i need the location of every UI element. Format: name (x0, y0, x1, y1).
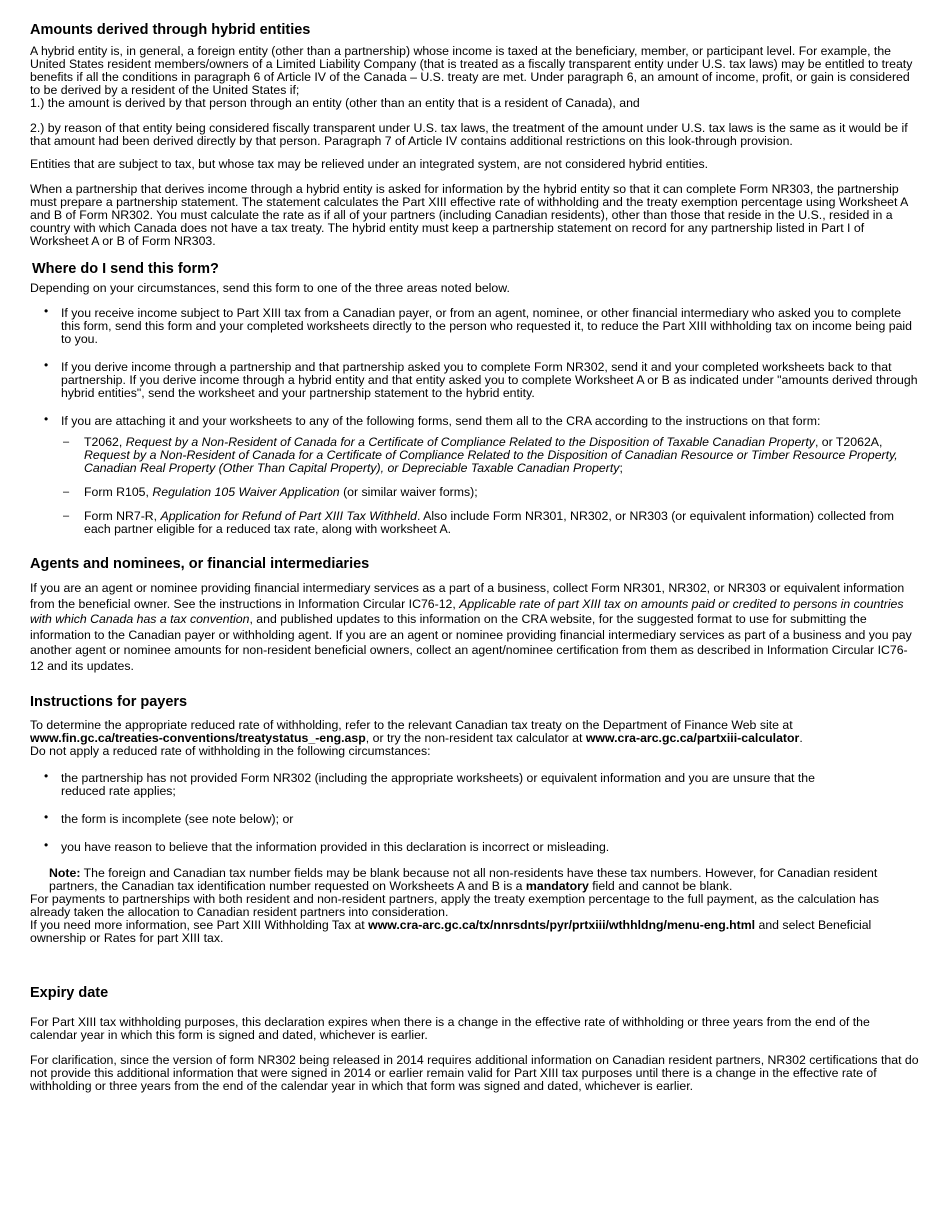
punctuation: ; (619, 461, 623, 475)
list-item: • If you derive income through a partnership and that partnership asked you to complete Form NR302, send it and your completed worksheets back to that partnership. If you derive income through a hybrid entity and that entity asked you to complete Worksheet A or B as indicated under "amounts derived through hybrid entities", send the worksheet and your partnership statement to the hybrid entity. (30, 361, 920, 400)
form-t2062-title: Request by a Non-Resident of Canada for a Certificate of Compliance Related to the Disposition of Taxable Canadian Property (125, 435, 815, 449)
punctuation: . (799, 730, 803, 745)
hybrid-paragraph-4: When a partnership that derives income through a hybrid entity is asked for information by the hybrid entity so that it can complete Form NR303, the partnership must prepare a partnership statement. The statement calculates the Part XIII effective rate of withholding and the treaty exemption percentage using Worksheet A and B of Form NR302. You must calculate the rate as if all of your partners (including Canadian residents), other than those that reside in the U.S., resided in a country with which Canada does not have a tax treaty. The hybrid entity must keep a partnership statement on record for any partnership listed in Part I of Worksheet A or B of Form NR303. (30, 182, 908, 248)
where-to-send-list (30, 307, 920, 428)
expiry-paragraph-1: For Part XIII tax withholding purposes, this declaration expires when there is a change in the effective rate of withholding or three years from the end of the calendar year in which this form is signed and dated, whichever is earlier. (30, 1014, 870, 1042)
form-t2062-label: T2062, (84, 435, 126, 449)
hybrid-condition-2: 2.) by reason of that entity being considered fiscally transparent under U.S. tax laws, the treatment of the amount under U.S. tax laws is the same as it would be if that amount had been derived directly by that person. Paragraph 7 of Article IV contains additional restrictions on this look-through provision. (30, 121, 908, 148)
agents-section (30, 556, 920, 675)
where-to-send-heading: Where do I send this form? (32, 261, 219, 277)
list-item-text: If you are attaching it and your worksheets to any of the following forms, send them all to the CRA according to the instructions on that form: (61, 414, 821, 428)
payers-paragraph-3 (30, 919, 920, 945)
payers-text-2: , or try the non-resident tax calculator at (365, 730, 586, 745)
payers-section (30, 694, 920, 945)
where-to-send-intro: Depending on your circumstances, send this form to one of the three areas noted below. (30, 281, 510, 295)
form-nr7r-label: Form NR7-R, (84, 509, 161, 523)
finance-treaty-link[interactable]: www.fin.gc.ca/treaties-conventions/treatystatus_-eng.asp (30, 730, 366, 745)
payers-note (30, 867, 920, 893)
form-r105-suffix: (or similar waiver forms); (339, 485, 478, 499)
list-item: • If you receive income subject to Part XIII tax from a Canadian payer, or from an agent, nominee, or other financial intermediary who asked you to complete this form, send this form and your completed worksheets directly to the person who requested it, to reduce the Part XIII withholding tax on income being paid to you. (30, 307, 920, 346)
note-text-2: field and cannot be blank. (588, 878, 733, 893)
expiry-section (30, 985, 920, 1093)
payers-text-3: If you need more information, see Part XIII Withholding Tax at (30, 917, 369, 932)
payers-circumstances-intro: Do not apply a reduced rate of withholding in the following circumstances: (30, 743, 431, 758)
payers-text-4: and select Beneficial ownership or Rates for part XIII tax. (30, 917, 872, 945)
form-nr7r-suffix: . Also include Form NR301, NR302, or NR303 (or equivalent information) collected from each partner eligible for a reduced tax rate, along with worksheet A. (84, 509, 895, 536)
list-item (30, 510, 920, 536)
expiry-heading: Expiry date (30, 984, 109, 1001)
payers-circumstances-list (30, 772, 920, 854)
where-to-send-section (30, 261, 920, 536)
agents-text-1: If you are an agent or nominee providing financial intermediary services as a part of a business, collect Form NR301, NR302, or NR303 or equivalent information from the beneficial owner. See the instructions in Information Circular IC76-12, (30, 581, 905, 611)
list-item (30, 486, 920, 499)
payers-text-1: To determine the appropriate reduced rate of withholding, refer to the relevant Canadian tax treaty on the Department of Finance Web site at (30, 717, 793, 732)
list-item: • the form is incomplete (see note below); or (30, 813, 920, 826)
form-t2062a-label: , or T2062A, (814, 435, 883, 449)
hybrid-paragraph-1: A hybrid entity is, in general, a foreign entity (other than a partnership) whose income is taxed at the beneficiary, member, or participant level. For example, the United States resident members/owners of a Limited Liability Company (that is treated as a fiscally transparent entity under U.S. tax laws) may be entitled to treaty benefits if all the conditions in paragraph 6 of Article IV of the Canada – U.S. treaty are met. Under paragraph 6, an amount of income, profit, or gain is considered to be derived by a resident of the United States if; (30, 44, 913, 97)
note-label: Note: (49, 865, 81, 880)
payers-paragraph-2: For payments to partnerships with both resident and non-resident partners, apply the treaty exemption percentage to the full payment, as the calculation has already taken the allocation to Canadian resident partners into consideration. (30, 891, 879, 919)
hybrid-condition-1: 1.) the amount is derived by that person through an entity (other than an entity that is a resident of Canada), and (30, 96, 640, 110)
form-t2062a-title: Request by a Non-Resident of Canada for a Certificate of Compliance Related to the Disposition of Canadian Resource or Timber Resource Property, Canadian Real Property (Other Than Capital Property), or Depreciable Taxable Canadian Property (84, 448, 898, 475)
hybrid-entities-heading: Amounts derived through hybrid entities (30, 22, 311, 38)
expiry-paragraph-2: For clarification, since the version of form NR302 being released in 2014 requires additional information on Canadian resident partners, NR302 certifications that do not provide this additional information that were signed in 2014 or earlier remain valid for Part XIII tax purposes until there is a change in the effective rate of withholding or three years from the end of the calendar year in which that form was signed and dated, whichever is earlier. (30, 1052, 919, 1093)
list-item (30, 415, 920, 428)
list-item: • the partnership has not provided Form NR302 (including the appropriate worksheets) or equivalent information and you are unsure that the reduced rate applies; (30, 772, 920, 798)
calculator-link[interactable]: www.cra-arc.gc.ca/partxiii-calculator (585, 730, 800, 745)
note-mandatory: mandatory (525, 878, 589, 893)
hybrid-paragraph-3: Entities that are subject to tax, but whose tax may be relieved under an integrated system, are not considered hybrid entities. (30, 157, 709, 171)
hybrid-entities-section (30, 22, 920, 248)
list-item (30, 436, 920, 475)
agents-heading: Agents and nominees, or financial intermediaries (30, 556, 370, 572)
form-nr7r-title: Application for Refund of Part XIII Tax Withheld (160, 509, 417, 523)
agents-text-2: , and published updates to this information on the CRA website, for the suggested format to use for submitting the information to the Canadian payer or withholding agent. If you are an agent or nominee providing financial intermediary services as part of a business and you pay another agent or nominee amounts for non-resident beneficial owners, collect an agent/nominee certification from them as described in Information Circular IC76-12 and its updates. (30, 612, 912, 673)
withholding-tax-link[interactable]: www.cra-arc.gc.ca/tx/nnrsdnts/pyr/prtxiii/wthhldng/menu-eng.html (368, 917, 756, 932)
form-r105-title: Regulation 105 Waiver Application (152, 485, 340, 499)
payers-heading: Instructions for payers (30, 693, 188, 710)
cra-forms-list (30, 436, 920, 536)
list-item: • you have reason to believe that the information provided in this declaration is incorrect or misleading. (30, 841, 920, 854)
form-r105-label: Form R105, (84, 485, 153, 499)
agents-paragraph (30, 581, 920, 675)
payers-paragraph-1 (30, 719, 920, 745)
ic76-12-title: Applicable rate of part XIII tax on amounts paid or credited to persons in countries with which Canada has a tax convention (30, 596, 904, 627)
note-text-1: The foreign and Canadian tax number fields may be blank because not all non-residents have these tax numbers. However, for Canadian resident partners, the Canadian tax identification number requested on Worksheets A and B is a (49, 865, 878, 893)
